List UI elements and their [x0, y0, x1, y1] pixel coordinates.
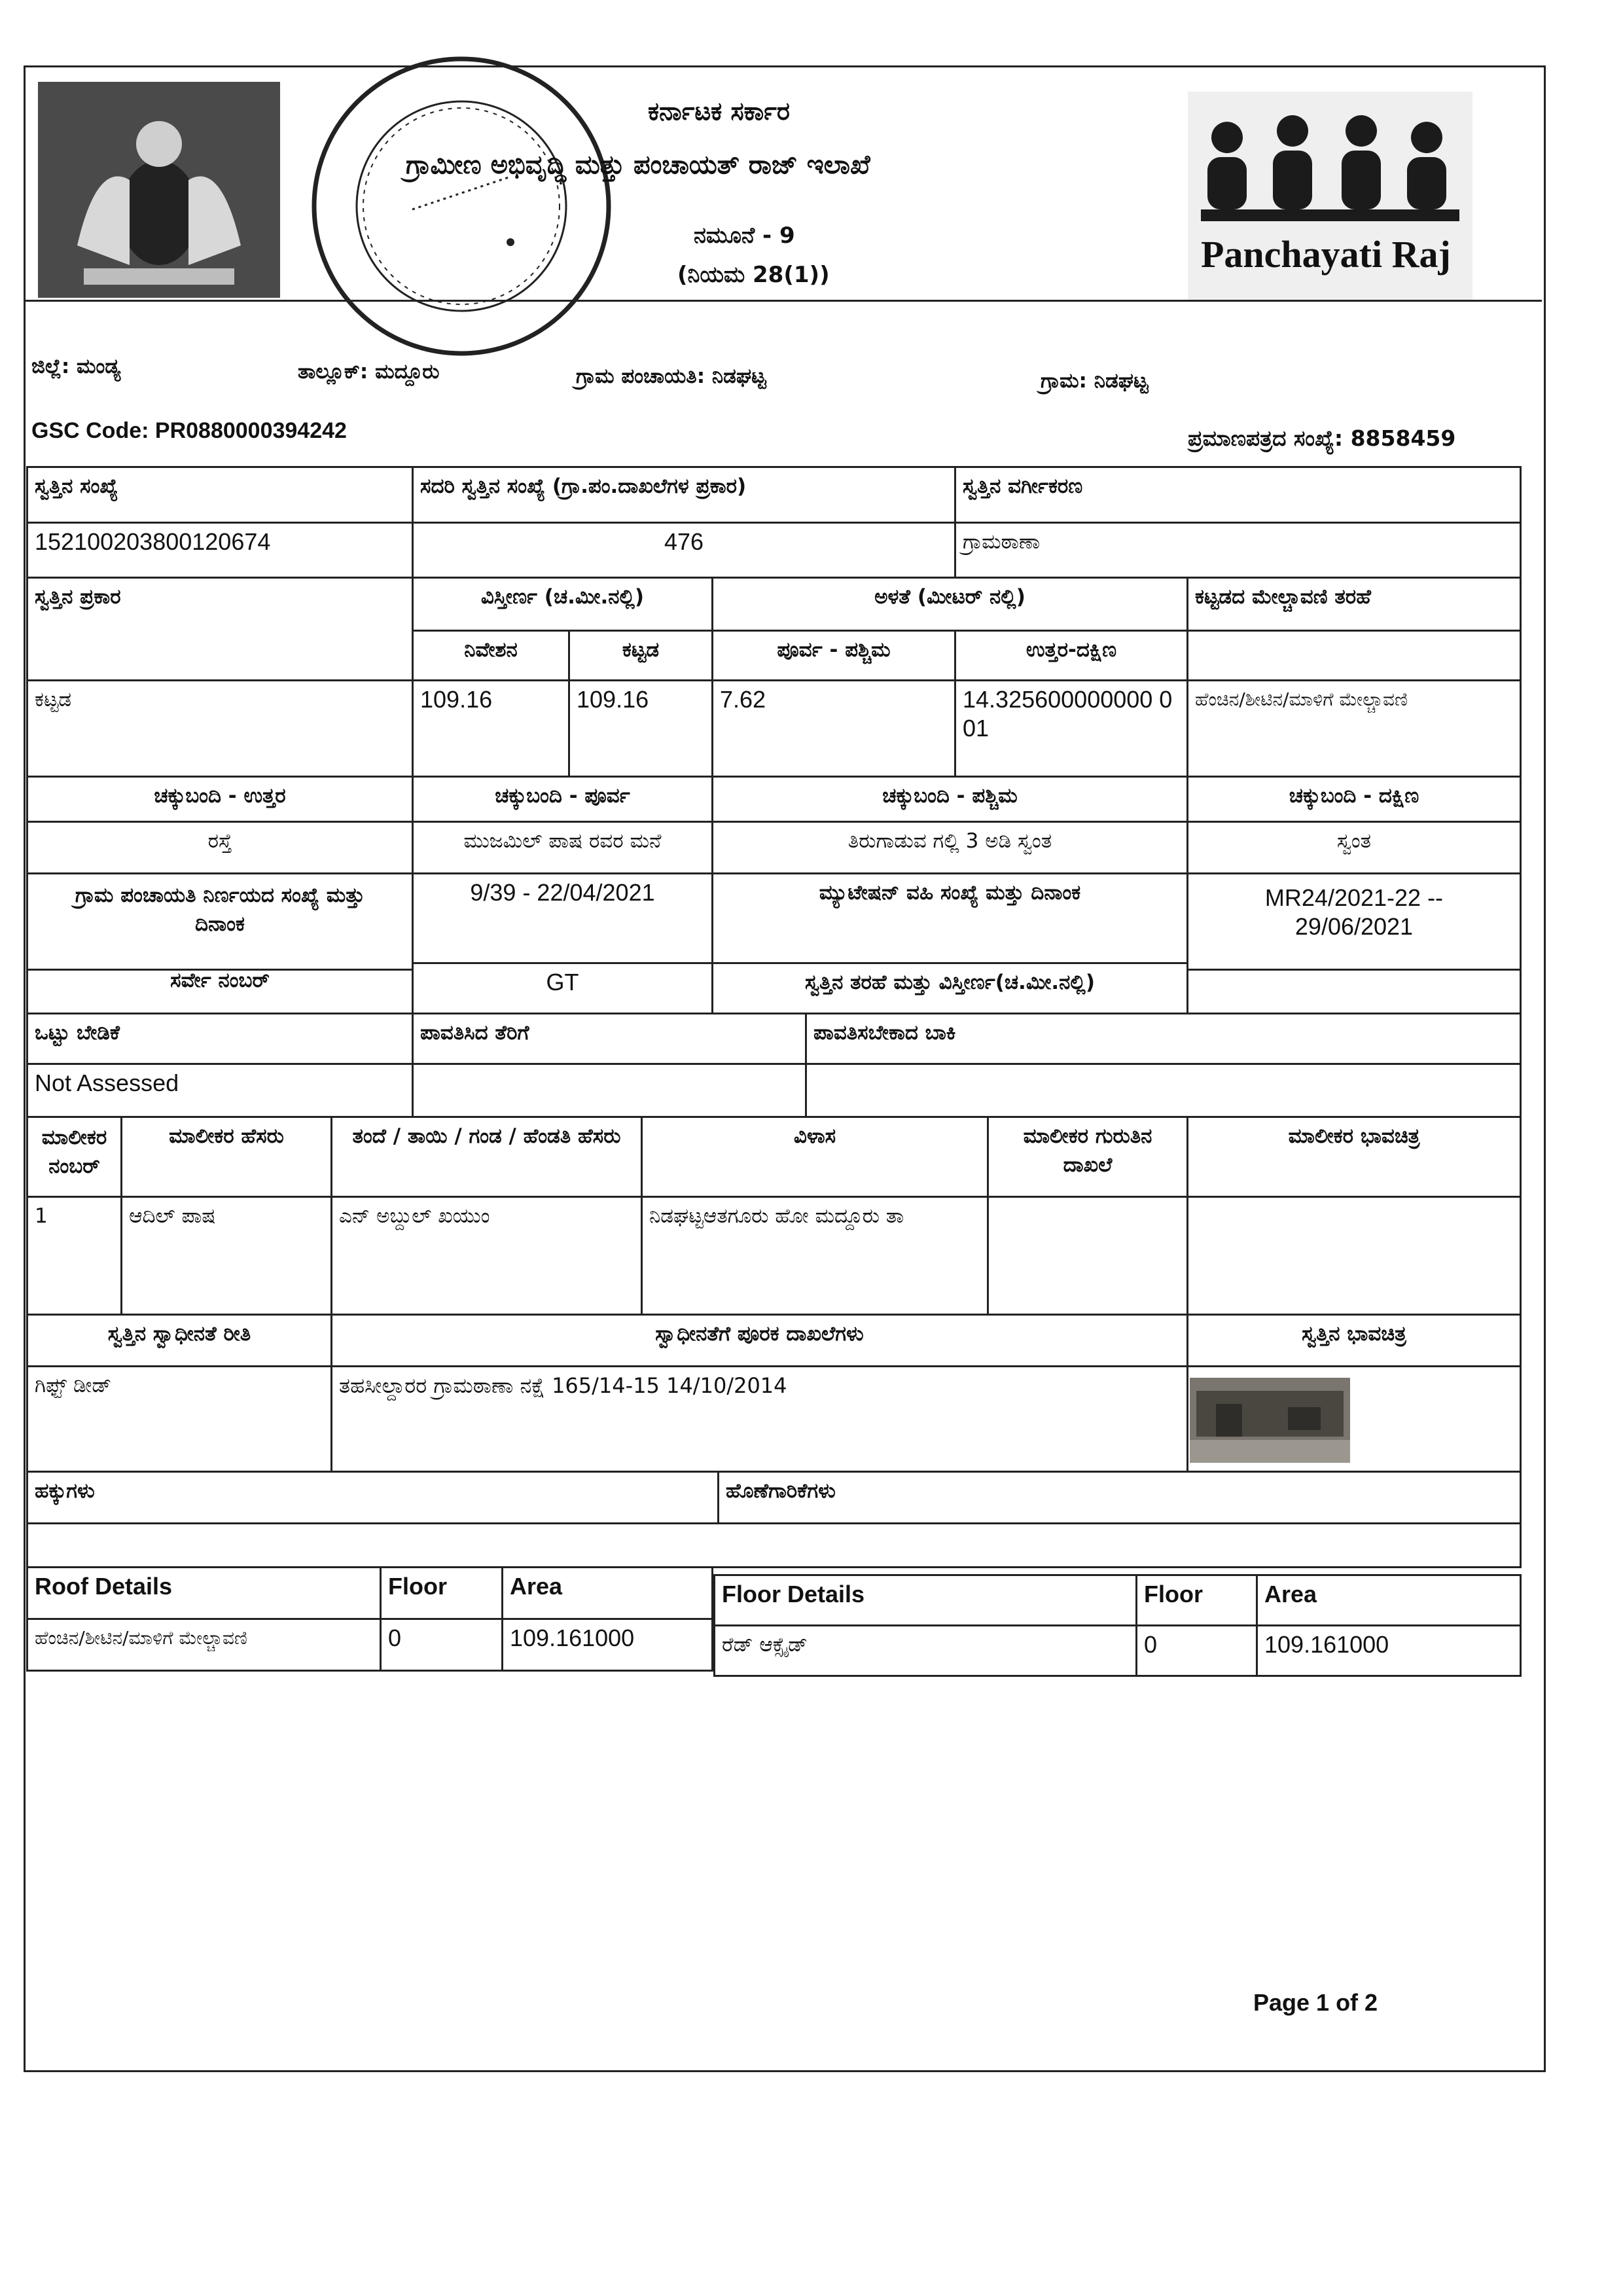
east-west-value: 7.62	[711, 679, 956, 778]
logo-text: Panchayati Raj	[1201, 233, 1451, 276]
owner-parent-value: ಎನ್ ಅಬ್ದುಲ್ ಖಯುಂ	[330, 1196, 643, 1316]
total-demand-label: ಒಟ್ಟು ಬೇಡಿಕೆ	[26, 1013, 414, 1065]
taluk: ತಾಲ್ಲೂಕ್: ಮದ್ದೂರು	[298, 360, 440, 384]
department-title: ಗ್ರಾಮೀಣ ಅಭಿವೃದ್ಧಿ ಮತ್ತು ಪಂಚಾಯತ್ ರಾಜ್ ಇಲಾಖೆ	[406, 150, 870, 180]
village: ಗ್ರಾಮ: ನಿಡಘಟ್ಟ	[1041, 369, 1149, 393]
survey-value: GT	[412, 962, 713, 1014]
rule-number: (ನಿಯಮ 28(1))	[677, 262, 830, 288]
north-boundary-label: ಚಕ್ಕುಬಂದಿ - ಉತ್ತರ	[26, 776, 414, 823]
owner-address-value: ನಿಡಘಟ್ಟಆತಗೂರು ಹೋ ಮದ್ದೂರು ತಾ	[641, 1196, 989, 1316]
building-label: ಕಟ್ಟಡ	[568, 630, 713, 681]
roof-type-value: ಹೆಂಚಿನ/ಶೀಟಿನ/ಮಾಳಿಗೆ ಮೇಲ್ಚಾವಣಿ	[1186, 679, 1522, 778]
roof-type-label: ಕಟ್ಟಡದ ಮೇಲ್ಚಾವಣಿ ತರಹೆ	[1186, 577, 1522, 632]
property-no-value: 152100203800120674	[26, 522, 414, 579]
roof-floor-label: Floor	[380, 1566, 503, 1620]
roof-type-row-value: ಹೆಂಚಿನ/ಶೀಟಿನ/ಮಾಳಿಗೆ ಮೇಲ್ಚಾವಣಿ	[26, 1618, 382, 1672]
roof-details-title: Roof Details	[26, 1566, 382, 1620]
floor-area-value: 109.161000	[1256, 1624, 1522, 1677]
owner-name-label: ಮಾಲೀಕರ ಹೆಸರು	[120, 1116, 332, 1198]
area-type-value	[1186, 962, 1522, 1014]
ownership-mode-label: ಸ್ವತ್ತಿನ ಸ್ವಾಧೀನತೆ ರೀತಿ	[26, 1314, 332, 1367]
gsc-code: GSC Code: PR0880000394242	[31, 418, 347, 443]
header-divider	[24, 300, 1542, 302]
floor-floor-label: Floor	[1135, 1574, 1258, 1626]
floor-type-value: ರೆಡ್ ಆಕ್ಸೈಡ್	[713, 1624, 1137, 1677]
site-label: ನಿವೇಶನ	[412, 630, 570, 681]
certificate-number: ಪ್ರಮಾಣಪತ್ರದ ಸಂಖ್ಯೆ: 8858459	[1188, 425, 1456, 451]
tax-paid-value	[412, 1063, 807, 1118]
owner-id-label: ಮಾಲೀಕರ ಗುರುತಿನ ದಾಖಲೆ	[987, 1116, 1188, 1198]
tax-due-value	[805, 1063, 1522, 1118]
property-photo-image	[1190, 1378, 1350, 1463]
ownership-docs-value: ತಹಸೀಲ್ದಾರರ ಗ್ರಾಮಠಾಣಾ ನಕ್ಷೆ 165/14-15 14/10/2014	[330, 1365, 1188, 1473]
sadari-value: 476	[412, 522, 956, 579]
site-area-value: 109.16	[412, 679, 570, 778]
north-south-value: 14.325600000000 001	[954, 679, 1188, 778]
area-type-label: ಸ್ವತ್ತಿನ ತರಹೆ ಮತ್ತು ವಿಸ್ತೀರ್ಣ(ಚ.ಮೀ.ನಲ್ಲಿ)	[711, 962, 1188, 1014]
west-boundary-value: ತಿರುಗಾಡುವ ಗಲ್ಲಿ 3 ಅಡಿ ಸ್ವಂತ	[711, 821, 1188, 874]
karnataka-emblem-image	[38, 82, 280, 298]
liabilities-label: ಹೊಣೆಗಾರಿಕೆಗಳು	[717, 1471, 1522, 1524]
east-boundary-label: ಚಕ್ಕುಬಂದಿ - ಪೂರ್ವ	[412, 776, 713, 823]
owner-parent-label: ತಂದೆ / ತಾಯಿ / ಗಂಡ / ಹೆಂಡತಿ ಹೆಸರು	[330, 1116, 643, 1198]
owner-photo-label: ಮಾಲೀಕರ ಭಾವಚಿತ್ರ	[1186, 1116, 1522, 1198]
building-area-value: 109.16	[568, 679, 713, 778]
roof-floor-value: 0	[380, 1618, 503, 1672]
south-boundary-label: ಚಕ್ಕುಬಂದಿ - ದಕ್ಷಿಣ	[1186, 776, 1522, 823]
total-demand-value: Not Assessed	[26, 1063, 414, 1118]
office-seal-stamp	[301, 46, 622, 367]
property-type-label: ಸ್ವತ್ತಿನ ಪ್ರಕಾರ	[26, 577, 414, 681]
survey-label: ಸರ್ವೇ ನಂಬರ್	[26, 962, 414, 1014]
tax-due-label: ಪಾವತಿಸಬೇಕಾದ ಬಾಕಿ	[805, 1013, 1522, 1065]
gp-decision-value: 9/39 - 22/04/2021	[412, 872, 713, 971]
owner-no-label: ಮಾಲೀಕರ ನಂಬರ್	[26, 1116, 122, 1198]
tax-paid-label: ಪಾವತಿಸಿದ ತೆರಿಗೆ	[412, 1013, 807, 1065]
west-boundary-label: ಚಕ್ಕುಬಂದಿ - ಪಶ್ಚಿಮ	[711, 776, 1188, 823]
east-boundary-value: ಮುಜಮಿಲ್ ಪಾಷ ರವರ ಮನೆ	[412, 821, 713, 874]
owner-no-value: 1	[26, 1196, 122, 1316]
property-no-label: ಸ್ವತ್ತಿನ ಸಂಖ್ಯೆ	[26, 466, 414, 524]
sadari-label: ಸದರಿ ಸ್ವತ್ತಿನ ಸಂಖ್ಯೆ (ಗ್ರಾ.ಪಂ.ದಾಖಲೆಗಳ ಪ್ರಕಾರ)	[412, 466, 956, 524]
page-number: Page 1 of 2	[1253, 1989, 1378, 2016]
ownership-docs-label: ಸ್ವಾಧೀನತೆಗೆ ಪೂರಕ ದಾಖಲೆಗಳು	[330, 1314, 1188, 1367]
gp-decision-label: ಗ್ರಾಮ ಪಂಚಾಯತಿ ನಿರ್ಣಯದ ಸಂಖ್ಯೆ ಮತ್ತು ದಿನಾಂಕ	[26, 872, 414, 971]
owner-name-value: ಆದಿಲ್ ಪಾಷ	[120, 1196, 332, 1316]
north-south-label: ಉತ್ತರ-ದಕ್ಷಿಣ	[954, 630, 1188, 681]
roof-area-label: Area	[501, 1566, 713, 1620]
floor-floor-value: 0	[1135, 1624, 1258, 1677]
mutation-value: MR24/2021-22 -- 29/06/2021	[1186, 872, 1522, 971]
property-type-value: ಕಟ್ಟಡ	[26, 679, 414, 778]
owner-id-value	[987, 1196, 1188, 1316]
ownership-mode-value: ಗಿಫ್ಟ್ ಡೀಡ್	[26, 1365, 332, 1473]
panchayati-raj-logo	[1188, 92, 1472, 301]
area-label: ವಿಸ್ತೀರ್ಣ (ಚ.ಮೀ.ನಲ್ಲಿ)	[412, 577, 713, 632]
property-photo-label: ಸ್ವತ್ತಿನ ಭಾವಚಿತ್ರ	[1186, 1314, 1522, 1367]
owner-address-label: ವಿಳಾಸ	[641, 1116, 989, 1198]
roof-type-blank	[1186, 630, 1522, 681]
north-boundary-value: ರಸ್ತೆ	[26, 821, 414, 874]
rights-label: ಹಕ್ಕುಗಳು	[26, 1471, 719, 1524]
south-boundary-value: ಸ್ವಂತ	[1186, 821, 1522, 874]
east-west-label: ಪೂರ್ವ - ಪಶ್ಚಿಮ	[711, 630, 956, 681]
form-number: ನಮೂನೆ - 9	[694, 223, 795, 249]
roof-area-value: 109.161000	[501, 1618, 713, 1672]
district: ಜಿಲ್ಲೆ: ಮಂಡ್ಯ	[31, 355, 121, 378]
measurement-label: ಅಳತೆ (ಮೀಟರ್ ನಲ್ಲಿ)	[711, 577, 1188, 632]
govt-title: ಕರ್ನಾಟಕ ಸರ್ಕಾರ	[648, 97, 790, 126]
classification-label: ಸ್ವತ್ತಿನ ವರ್ಗೀಕರಣ	[954, 466, 1522, 524]
gram-panchayat: ಗ್ರಾಮ ಪಂಚಾಯತಿ: ನಿಡಘಟ್ಟ	[576, 365, 766, 388]
rights-liabilities-values	[26, 1522, 1522, 1568]
owner-photo-value	[1186, 1196, 1522, 1316]
mutation-label: ಮ್ಯುಟೇಷನ್ ವಹಿ ಸಂಖ್ಯೆ ಮತ್ತು ದಿನಾಂಕ	[711, 872, 1188, 971]
floor-area-label: Area	[1256, 1574, 1522, 1626]
floor-details-title: Floor Details	[713, 1574, 1137, 1626]
classification-value: ಗ್ರಾಮಠಾಣಾ	[954, 522, 1522, 579]
